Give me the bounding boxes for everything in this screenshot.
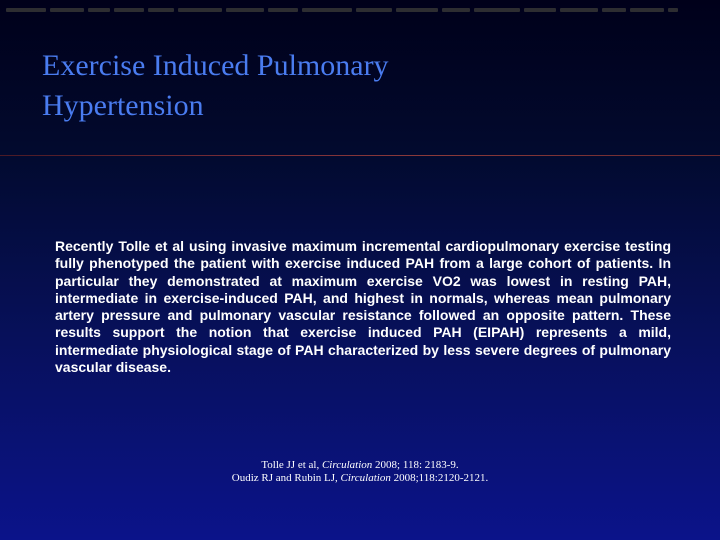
reference-2-authors: Oudiz RJ and Rubin LJ, bbox=[231, 472, 338, 484]
reference-2-journal: Circulation bbox=[340, 472, 391, 484]
title-divider bbox=[0, 155, 720, 156]
slide-title bbox=[42, 46, 682, 126]
reference-2-details: 2008;118:2120-2121. bbox=[393, 472, 489, 484]
title-line-2: Hypertension bbox=[42, 89, 204, 122]
reference-1-details: 2008; 118: 2183-9. bbox=[375, 459, 459, 471]
reference-1-journal: Circulation bbox=[321, 459, 373, 471]
body-paragraph: Recently Tolle et al using invasive maximum incremental cardiopulmonary exercise testing fully phenotyped the patient with exercise induced PAH from a large cohort of patients. In particular they demonstrated at maximum exercise VO2 was lowest in resting PAH, intermediate in exercise-induced PAH, and highest in normals, whereas mean pulmonary artery pressure and pulmonary vascular resistance followed an opposite pattern. These results support the notion that exercise induced PAH (EIPAH) represents a mild, intermediate physiological stage of PAH characterized by less severe degrees of pulmonary vascular disease. bbox=[55, 238, 671, 376]
references bbox=[0, 459, 720, 485]
header-decoration bbox=[0, 0, 720, 16]
reference-2 bbox=[0, 472, 720, 485]
reference-1-authors: Tolle JJ et al, bbox=[261, 459, 320, 471]
reference-1 bbox=[0, 459, 720, 472]
title-line-1: Exercise Induced Pulmonary bbox=[42, 49, 389, 82]
